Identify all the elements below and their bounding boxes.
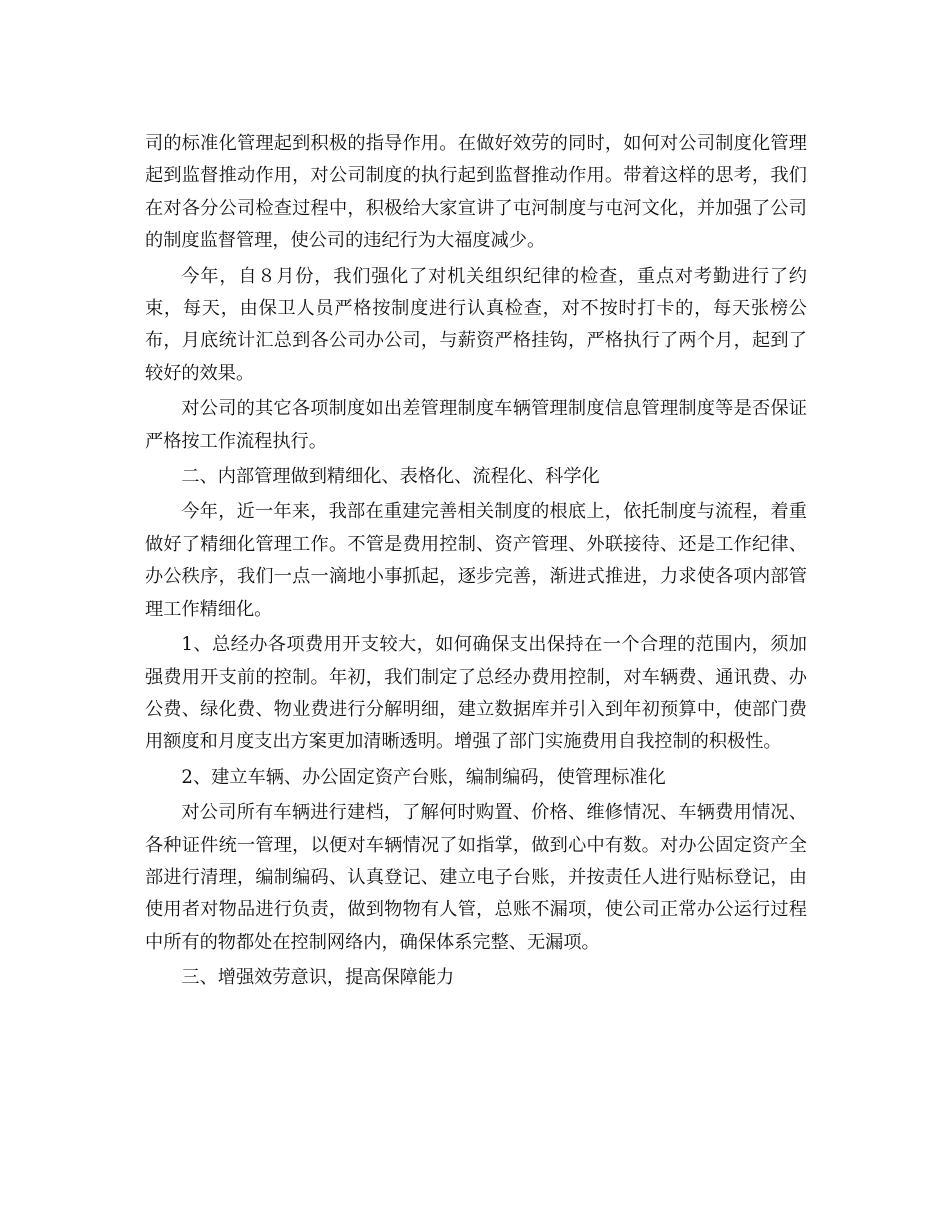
paragraph-vehicle-asset-records: 对公司所有车辆进行建档，了解何时购置、价格、维修情况、车辆费用情况、各种证件统一管理，以便对车辆情况了如指掌，做到心中有数。对办公固定资产全部进行清理，编制编码、认真登记、建立电子台账，并按责任人进行贴标登记，由使用者对物品进行负责，做到物物有人管，总账不漏项，使公司正常办公运行过程中所有的物都处在控制网络内，确保体系完整、无漏项。 [145, 802, 807, 953]
document-body [145, 128, 807, 998]
paragraph-other-rules: 对公司的其它各项制度如出差管理制度车辆管理制度信息管理制度等是否保证严格按工作流程执行。 [145, 398, 807, 452]
paragraph-continuation: 司的标准化管理起到积极的指导作用。在做好效劳的同时，如何对公司制度化管理起到监督推动作用，对公司制度的执行起到监督推动作用。带着这样的思考，我们在对各分公司检查过程中，积极给大家宣讲了屯河制度与屯河文化，并加强了公司的制度监督管理，使公司的违纪行为大福度减少。 [145, 133, 807, 252]
paragraph-expense-control: 1、总经办各项费用开支较大，如何确保支出保持在一个合理的范围内，须加强费用开支前的控制。年初，我们制定了总经办费用控制，对车辆费、通讯费、办公费、绿化费、物业费进行分解明细，建立数据库并引入到年初预算中，使部门费用额度和月度支出方案更加清晰透明。增强了部门实施费用自我控制的积极性。 [145, 634, 807, 753]
subheading-asset-ledger: 2、建立车辆、办公固定资产台账，编制编码，使管理标准化 [181, 766, 666, 788]
section-heading-service-awareness: 三、增强效劳意识，提高保障能力 [181, 967, 455, 989]
section-heading-internal-management: 二、内部管理做到精细化、表格化、流程化、科学化 [181, 466, 600, 488]
paragraph-refined-management: 今年，近一年来，我部在重建完善相关制度的根底上，依托制度与流程，着重做好了精细化管理工作。不管是费用控制、资产管理、外联接待、还是工作纪律、办公秩序，我们一点一滴地小事抓起，逐步完善，渐进式推进，力求使各项内部管理工作精细化。 [145, 501, 807, 620]
paragraph-attendance-check: 今年，自８月份，我们强化了对机关组织纪律的检查，重点对考勤进行了约束，每天，由保卫人员严格按制度进行认真检查，对不按时打卡的，每天张榜公布，月底统计汇总到各公司办公司，与薪资严格挂钩，严格执行了两个月，起到了较好的效果。 [145, 265, 807, 384]
